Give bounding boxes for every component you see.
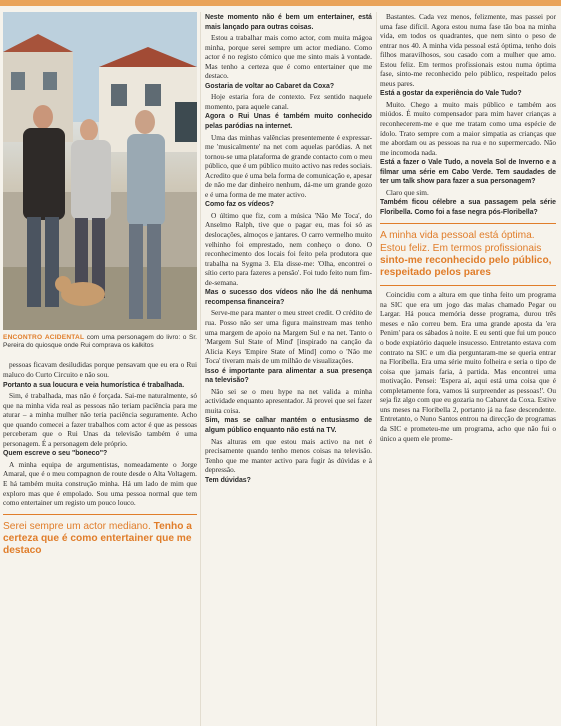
body-paragraph: Hoje estaria fora de contexto. Fez sentido naquele momento, para aquele canal. — [205, 92, 372, 111]
body-paragraph: Estou a trabalhar mais como actor, com muita mágoa minha, porque serei sempre um actor mediano. Como actor é no registo cómico que me sinto mais à vontade. Mas tenho a certeza que é como entertainer que me destaco. — [205, 33, 372, 81]
interview-question: Gostaria de voltar ao Cabaret da Coxa? — [205, 82, 335, 90]
caption-title: ENCONTRO ACIDENTAL — [3, 334, 85, 341]
column-left — [3, 12, 197, 726]
body-paragraph: Muito. Chego a muito mais público e também aos miúdos. É muito compensador para mim haver crianças a reconhecerem-me e que me tratam como uma espécie de ídolo. Trato sempre com a maior simpatia as crianças que me abordam ou as pessoas na rua e no supermercado. Não me incomoda nada. — [380, 99, 556, 157]
interview-question: Como faz os vídeos? — [205, 201, 274, 209]
column-divider — [200, 12, 201, 726]
body-paragraph: Uma das minhas valências presentemente é expressar-me 'musicalmente' na net com aquelas paródias. A net tornou-se uma plataforma de grande contacto com o meu público, que é um público muito activo nas redes sociais. Acredito que é uma bela forma de comunicação e, apesar de não me dar dinheiro nenhum, dá-me um grande gozo e é uma forma de me mater activo. — [205, 132, 372, 199]
article-photo — [3, 12, 197, 330]
body-paragraph: A minha equipa de argumentistas, nomeadamente o Jorge Amaral, que é o meu compagnon de route desde o Alta Voltagem. E há também muita construção minha. Há um lado de mim que exploro mas que é empolado. Sou uma pessoa normal que tem como entertainer um registo um pouco louco. — [3, 459, 197, 508]
top-accent-bar — [0, 0, 561, 6]
body-paragraph: Coincidiu com a altura em que tinha feito um programa na SIC que era um jogo das malas chamado Pegar ou Largar. Há pouca memória desse programa, durou três meses e não correu bem. Era uma grande aposta da 'era Penim' para os sábados à noite. E eu senti que fui um pouco o bode expiatório daquele insucesso. Entretanto estava com contrato na SIC e um dia perguntaram-me se queria entrar na Floribella. Era uma série muito folheira e seria o tipo de coisa que jamais faria, à partida. Mas encontrei uma motivação. Pensei: 'Espera aí, aqui está uma coisa que é completamente fora, vamos lá surpreender as pessoas!'. Ou seja fiz algo com que eu gozaria no Cabaret da Coxa. Estive uns meses na Floribella 2, portanto já na fase descendente. Entretanto, o Nuno Santos entrou na direcção de programas da SIC e prometeu-me um programa, acho que não fui o único a quem ele prome- — [380, 290, 556, 443]
pull-quote-right-light: A minha vida pessoal está óptima. Estou feliz. Em termos profissionais — [380, 230, 542, 254]
body-paragraph: Sim, é trabalhada, mas não é forçada. Sai-me naturalmente, só que na minha vida real as pessoas não teriam paciência para me aturar – a minha mulher não teria paciência seguramente. Acho que quando comecei a fazer trabalhos com actor é que as pessoas perceberam que o Rui Unas da televisão também é uma personagem. É a personagem dele próprio. — [3, 391, 197, 448]
pull-quote-rule — [380, 223, 556, 224]
pull-quote-left-light: Serei sempre um actor mediano. — [3, 520, 154, 532]
interview-question: Agora o Rui Unas é também muito conhecido pelas paródias na internet. — [205, 113, 372, 131]
interview-question: Está a gostar da experiência do Vale Tudo? — [380, 90, 522, 98]
interview-question: Está a fazer o Vale Tudo, a novela Sol de Inverno e a filmar uma série em Cabo Verde. Tem saudades de ter um talk show para fazer a sua personagem? — [380, 159, 556, 186]
interview-question: Tem dúvidas? — [205, 476, 251, 484]
caption-text: com uma personagem do livro: o Sr. Pereira do quiosque onde Rui comprava os kalkitos — [3, 334, 197, 350]
pull-quote-left-bold: Tenho a certeza que é como entertainer que me destaco — [3, 520, 192, 557]
interview-question: Também ficou célebre a sua passagem pela série Floribella. Como foi a fase negra pós-Floribella? — [380, 199, 556, 216]
body-paragraph: Nas alturas em que estou mais activo na net é precisamente quando tenho menos coisas na televisão. Tenho que me manter activo para fugir às dúvidas e à depressão. — [205, 436, 372, 475]
pull-quote-right — [380, 230, 556, 279]
interview-question: Mas o sucesso dos vídeos não lhe dá nenhuma recompensa financeira? — [205, 289, 372, 306]
column-middle — [205, 12, 372, 726]
interview-question: Isso é importante para alimentar a sua presença na televisão? — [205, 367, 372, 385]
interview-question: Portanto a sua loucura e veia humorística é trabalhada. — [3, 381, 185, 389]
column-right-text-top — [380, 12, 556, 217]
pull-quote-right-bold: sinto-me reconhecido pelo público, respeitado pelos pares — [380, 254, 552, 279]
body-paragraph: Serve-me para manter o meu street credit. O crédito de rua. Posso não ser uma figura mainstream mas tenho uma margem de apoio na Margem Sul e na net. Tanto o 'Margem Sul State of Mind' [inspirado na canção da Alicia Keys 'Empire State of Mind] como o 'Não me Toca' tiveram mais de um milhão de visualizações. — [205, 308, 372, 366]
column-divider — [376, 12, 377, 726]
pull-quote-rule — [380, 285, 556, 286]
body-paragraph: Claro que sim. — [386, 187, 429, 197]
interview-question: Quem escreve o seu "boneco"? — [3, 450, 108, 458]
column-left-text — [3, 360, 197, 507]
pull-quote-left — [3, 521, 197, 558]
body-paragraph: pessoas ficavam desiludidas porque pensavam que eu era o Rui maluco do Curto Circuito e não sou. — [3, 360, 197, 379]
body-paragraph: Bastantes. Cada vez menos, felizmente, mas passei por uma fase difícil. Agora estou numa fase tão boa na minha vida, em todos os quadrantes, que nem sinto o peso de entrar nos 40. A minha vida pessoal está óptima, tenho dois filhos maravilhosos, sou casado com a mulher que amo. Estou feliz. Em termos profissionais estou numa óptima fase, sinto-me reconhecido pelo público, respeitado pelos meus pares. — [380, 12, 556, 88]
body-paragraph: Não sei se o meu hype na net valida a minha actividade enquanto apresentador. Já provei que sei fazer muita coisa. — [205, 386, 372, 415]
pull-quote-rule — [3, 514, 197, 515]
interview-question: Neste momento não é bem um entertainer, está mais lançado para outras coisas. — [205, 14, 372, 31]
body-paragraph: O último que fiz, com a música 'Não Me Toca', do Anselmo Ralph, tive que o pagar eu, mas foi só as deslocações, almoços e jantares. O carro vermelho muito velhinho foi emprestado, nem conheço o dono. O reconhecimento dos locais foi feito pela produtora que trabalha na Sygma 3. Ela disse-me: 'Olha, encontrei o sítio certo para fazeres a pensão'. Foi tudo feito num fim-de-semana. — [205, 210, 372, 287]
column-right-text-bottom — [380, 290, 556, 443]
photo-caption — [3, 334, 197, 350]
column-right — [380, 12, 556, 726]
interview-question: Sim, mas se calhar mantém o entusiasmo de algum público enquanto não está na TV. — [205, 417, 372, 434]
